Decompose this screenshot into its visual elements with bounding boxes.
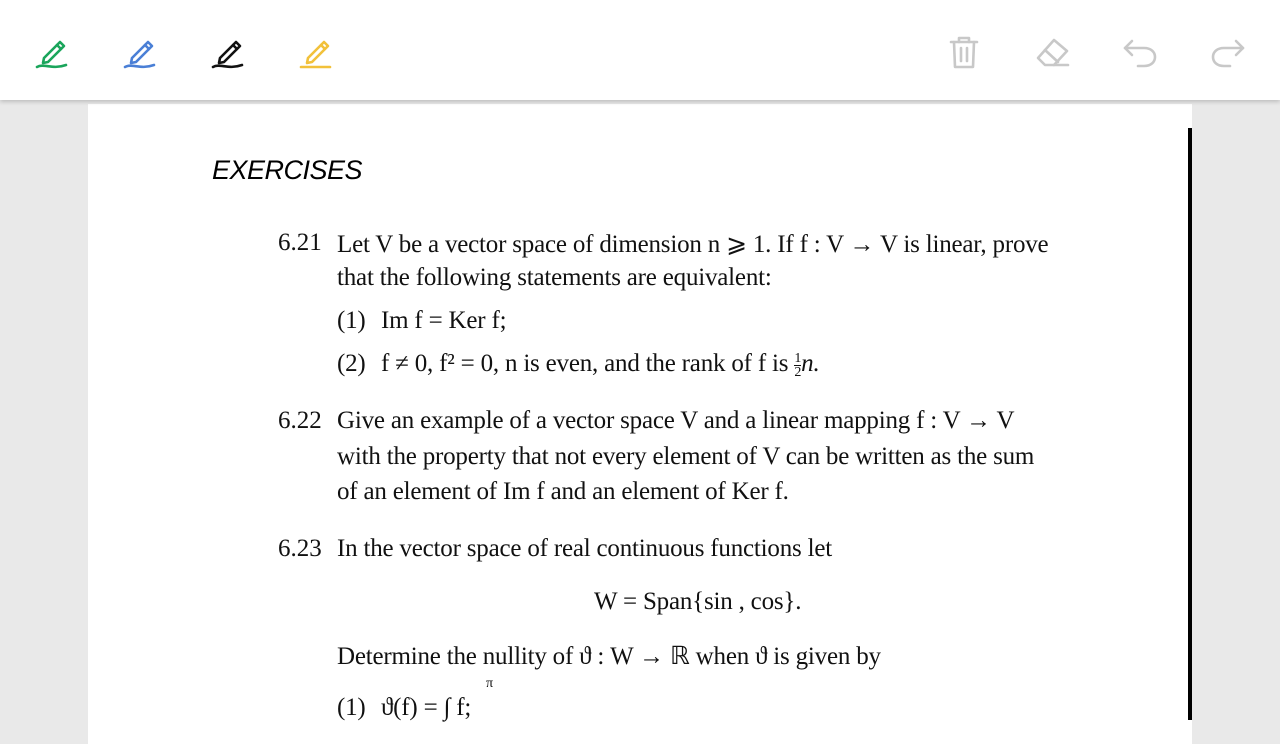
highlighter-button[interactable] bbox=[294, 30, 338, 74]
exercise-number: 6.21 bbox=[278, 229, 322, 256]
exercise-text: that the following statements are equivalent: bbox=[337, 264, 772, 291]
exercise-text: Let V be a vector space of dimension n ⩾ 1. If f : V → V is linear, prove bbox=[337, 231, 1049, 258]
eraser-button[interactable] bbox=[1030, 30, 1074, 74]
blue-pen-button[interactable] bbox=[118, 30, 162, 74]
pen-icon bbox=[120, 32, 160, 72]
item-text: Im f = Ker f; bbox=[381, 307, 507, 334]
exercise-number: 6.23 bbox=[278, 535, 322, 562]
highlighter-icon bbox=[296, 32, 336, 72]
fraction-denominator: 2 bbox=[794, 364, 802, 380]
delete-button[interactable] bbox=[942, 30, 986, 74]
section-heading: EXERCISES bbox=[212, 155, 363, 185]
redo-button[interactable] bbox=[1206, 30, 1250, 74]
annotation-toolbar bbox=[0, 0, 1280, 100]
integral-upper-limit: π bbox=[486, 676, 493, 691]
exercise-number: 6.22 bbox=[278, 407, 322, 434]
item-label: (1) bbox=[337, 307, 366, 334]
eraser-icon bbox=[1032, 32, 1072, 72]
fraction-numerator: 1 bbox=[794, 350, 802, 366]
item-label: (2) bbox=[337, 350, 366, 377]
undo-button[interactable] bbox=[1118, 30, 1162, 74]
pen-icon bbox=[208, 32, 248, 72]
item-text-part: f ≠ 0, f² = 0, n is even, and the rank of f is bbox=[381, 350, 789, 377]
redo-icon bbox=[1208, 32, 1248, 72]
formula: W = Span{sin , cos}. bbox=[594, 588, 802, 615]
pen-icon bbox=[32, 32, 72, 72]
item-label: (1) bbox=[337, 694, 366, 721]
undo-icon bbox=[1120, 32, 1160, 72]
green-pen-button[interactable] bbox=[30, 30, 74, 74]
item-text-part: n. bbox=[801, 350, 820, 377]
exercise-text: of an element of Im f and an element of Ker f. bbox=[337, 478, 789, 505]
item-text: ϑ(f) = ∫ f; bbox=[381, 694, 472, 721]
exercise-text: with the property that not every element of V can be written as the sum bbox=[337, 443, 1035, 470]
black-pen-button[interactable] bbox=[206, 30, 250, 74]
exercise-text: In the vector space of real continuous functions let bbox=[337, 535, 832, 562]
scrollbar-thumb[interactable] bbox=[1188, 128, 1192, 720]
exercise-text: Give an example of a vector space V and a linear mapping f : V → V bbox=[337, 407, 1015, 434]
trash-icon bbox=[944, 32, 984, 72]
exercise-text: Determine the nullity of ϑ : W → ℝ when ϑ is given by bbox=[337, 643, 881, 670]
item-text bbox=[381, 350, 820, 379]
